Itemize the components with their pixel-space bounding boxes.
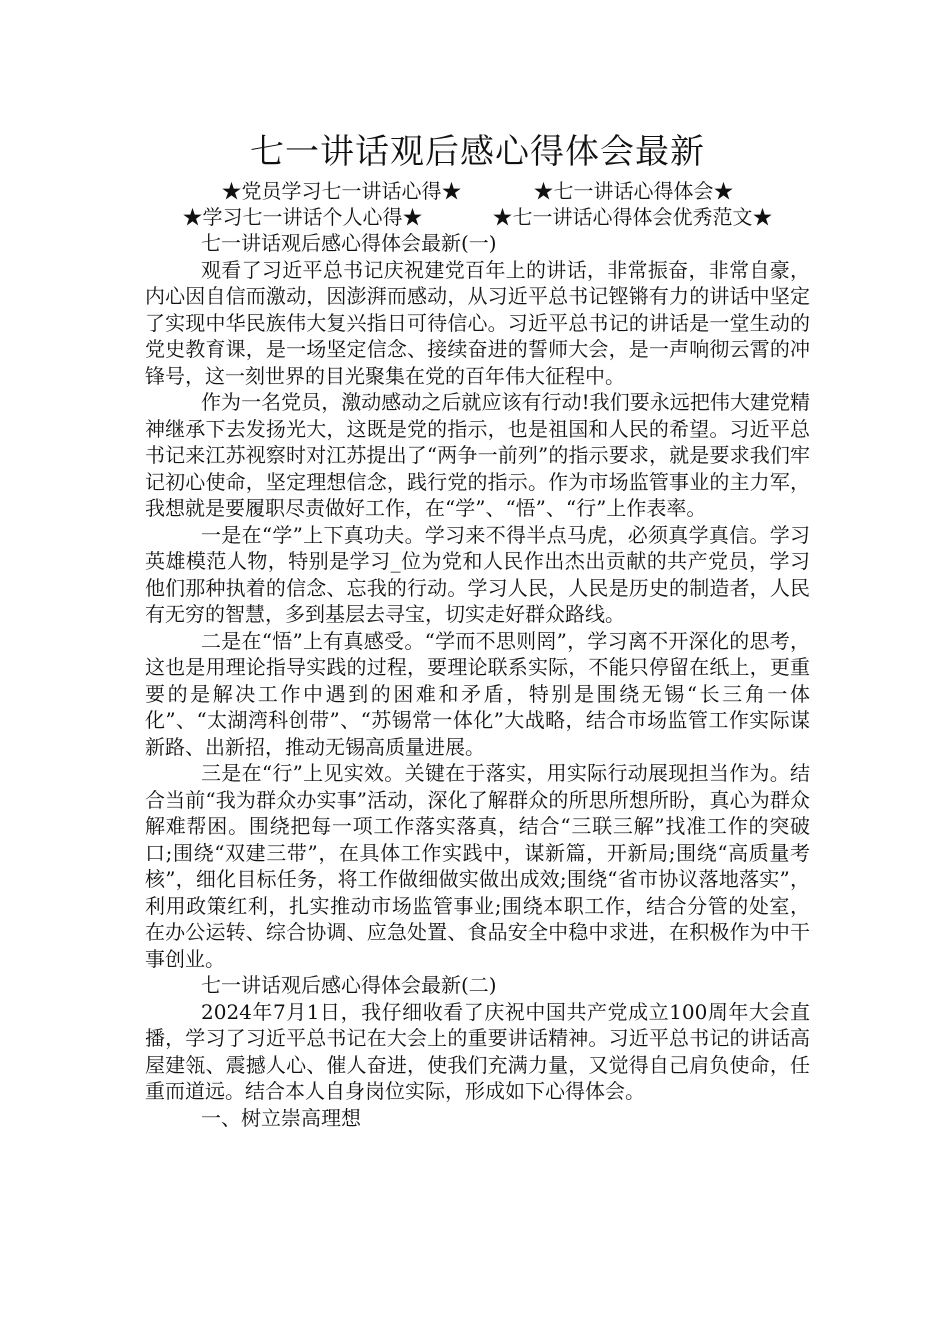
paragraph: 二是在“悟”上有真感受。“学而不思则罔”，学习离不开深化的思考，这也是用理论指导实践的过程，要理论联系实际，不能只停留在纸上，更重要的是解决工作中遇到的困难和矛盾，特别是围绕无锡“长三角一体化”、“太湖湾科创带”、“苏锡常一体化”大战略，结合市场监管工作实际谋新路、出新招，推动无锡高质量进展。	[145, 628, 810, 759]
related-links-row-2	[145, 204, 810, 230]
section-heading-2: 七一讲话观后感心得体会最新(二)	[201, 973, 497, 997]
paragraph: 三是在“行”上见实效。关键在于落实，用实际行动展现担当作为。结合当前“我为群众办实事”活动，深化了解群众的所思所想所盼，真心为群众解难帮困。围绕把每一项工作落实落真，结合“三联三解”找准工作的突破口;围绕“双建三带”，在具体工作实践中，谋新篇，开新局;围绕“高质量考核”，细化目标任务，将工作做细做实做出成效;围绕“省市协议落地落实”，利用政策红利，扎实推动市场监管事业;围绕本职工作，结合分管的处室，在办公运转、综合协调、应急处置、食品安全中稳中求进，在积极作为中干事创业。	[145, 761, 810, 971]
document-page	[145, 128, 810, 1131]
related-link-excellent-essay[interactable]: ★七一讲话心得体会优秀范文★	[492, 205, 773, 229]
document-title: 七一讲话观后感心得体会最新	[250, 132, 705, 172]
related-link-party-member-study[interactable]: ★党员学习七一讲话心得★	[221, 179, 462, 203]
related-link-personal-experience[interactable]: ★学习七一讲话个人心得★	[182, 205, 423, 229]
related-link-speech-experience[interactable]: ★七一讲话心得体会★	[533, 179, 734, 203]
paragraph: 一是在“学”上下真功夫。学习来不得半点马虎，必须真学真信。学习英雄模范人物，特别是学习_位为党和人民作出杰出贡献的共产党员，学习他们那种执着的信念、忘我的行动。学习人民，人民是历史的制造者，人民有无穷的智慧，多到基层去寻宝，切实走好群众路线。	[145, 522, 810, 626]
paragraph: 作为一名党员，激动感动之后就应该有行动!我们要永远把伟大建党精神继承下去发扬光大，这既是党的指示，也是祖国和人民的希望。习近平总书记来江苏视察时对江苏提出了“两争一前列”的指示要求，就是要求我们牢记初心使命，坚定理想信念，践行党的指示。作为市场监管事业的主力军，我想就是要履职尽责做好工作，在“学”、“悟”、“行”上作表率。	[145, 390, 810, 520]
paragraph: 观看了习近平总书记庆祝建党百年上的讲话，非常振奋，非常自豪，内心因自信而激动，因澎湃而感动，从习近平总书记铿锵有力的讲话中坚定了实现中华民族伟大复兴指日可待信心。习近平总书记的讲话是一堂生动的党史教育课，是一场坚定信念、接续奋进的誓师大会，是一声响彻云霄的冲锋号，这一刻世界的目光聚集在党的百年伟大征程中。	[145, 257, 810, 388]
section-heading-1: 七一讲话观后感心得体会最新(一)	[201, 231, 497, 255]
paragraph: 2024年7月1日，我仔细收看了庆祝中国共产党成立100周年大会直播，学习了习近平总书记在大会上的重要讲话精神。习近平总书记的讲话高屋建瓴、震撼人心、催人奋进，使我们充满力量，又觉得自己肩负使命，任重而道远。结合本人自身岗位实际，形成如下心得体会。	[145, 999, 810, 1103]
subsection-heading: 一、树立崇高理想	[201, 1105, 361, 1130]
document-body	[145, 230, 810, 1131]
related-links	[145, 178, 810, 230]
related-links-row-1	[145, 178, 810, 204]
